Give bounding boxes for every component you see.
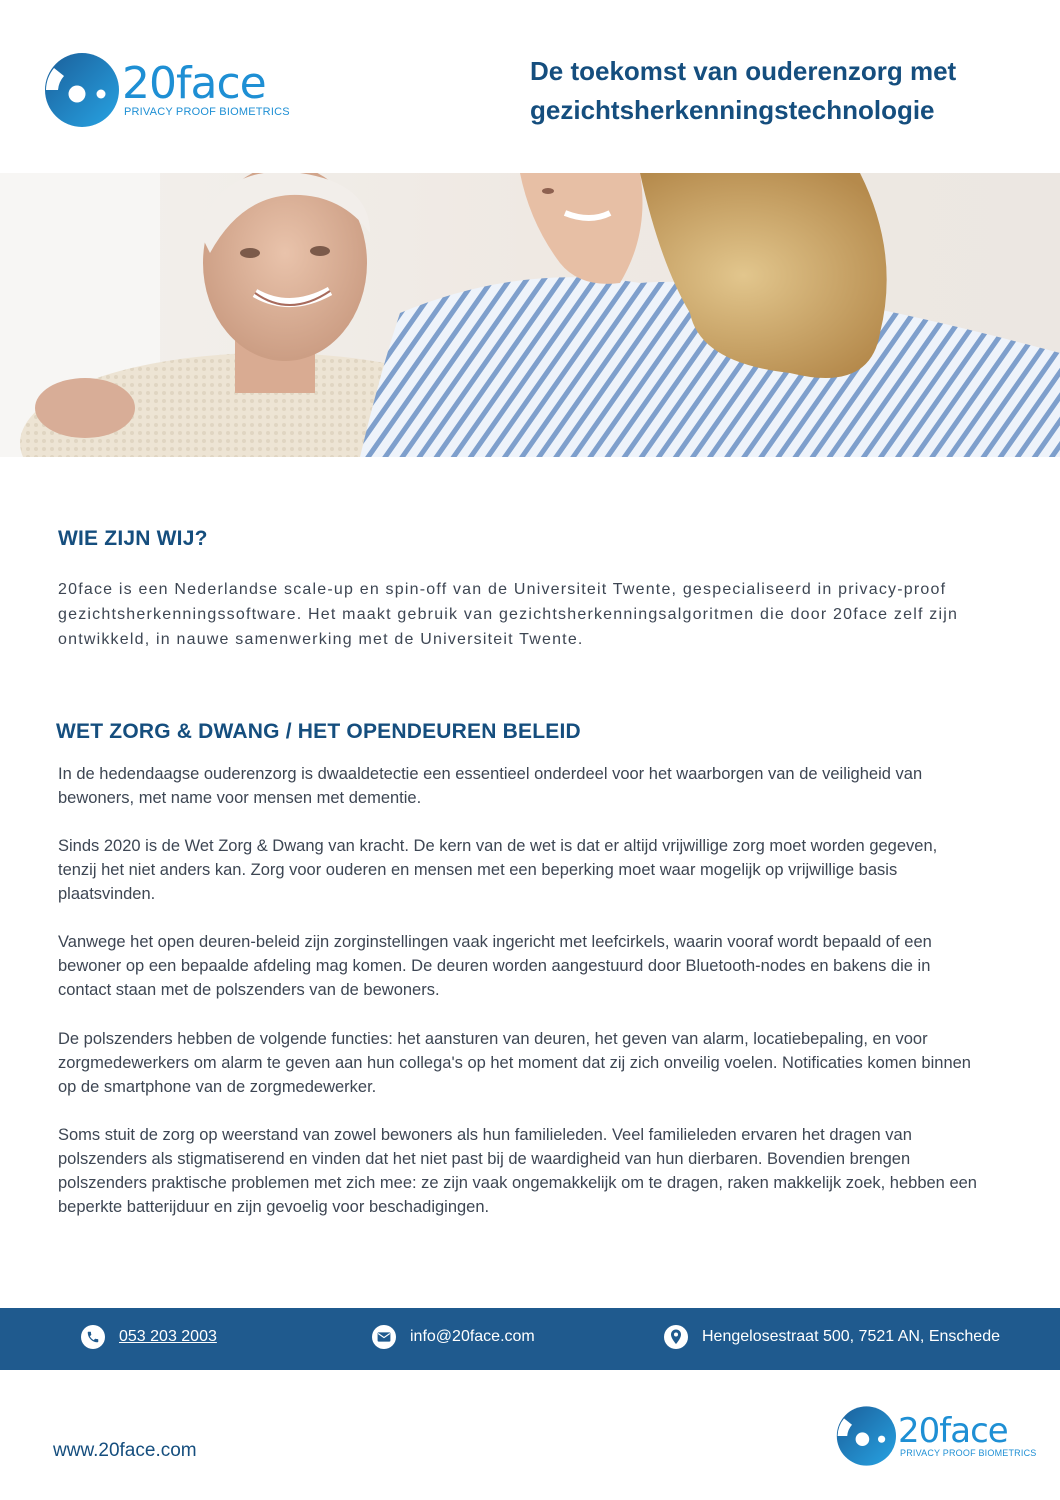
law-paragraph-5: Soms stuit de zorg op weerstand van zowel bewoners als hun familieleden. Veel familieleden ervaren het dragen van polszenders als stigmatiserend en vinden dat het niet past bij de waardigheid van hun dierbaren. Bovendien brengen polszenders praktische problemen met zich mee: ze zijn vaak ongemakkelijk om te dragen, raken makkelijk zoek, hebben een beperkte batterijduur en zijn gevoelig voor beschadigingen.: [58, 1126, 977, 1216]
contact-phone: [81, 1325, 217, 1349]
law-paragraph-1: In de hedendaagse ouderenzorg is dwaaldetectie een essentieel onderdeel voor het waarborgen van de veiligheid van bewoners, met name voor mensen met dementie.: [58, 765, 923, 807]
email-text[interactable]: info@20face.com: [410, 1328, 535, 1345]
logo-tagline: PRIVACY PROOF BIOMETRICS: [124, 106, 290, 118]
brand-logo: [44, 50, 290, 130]
law-paragraph-3: Vanwege het open deuren-beleid zijn zorginstellingen vaak ingericht met leefcirkels, waarin vooraf wordt bepaald of een bewoner op een bepaalde afdeling mag komen. De deuren worden aangestuurd door Bluetooth-nodes en bakens die in contact staan met de polszenders van de bewoners.: [58, 933, 932, 999]
logo-mark-icon: [836, 1404, 900, 1468]
phone-icon: [81, 1325, 105, 1349]
logo-mark-icon: [44, 50, 124, 130]
hero-photo: [0, 173, 1060, 457]
logo-wordmark: 20face: [122, 58, 266, 109]
section-heading-law: WET ZORG & DWANG / HET OPENDEUREN BELEID: [56, 720, 581, 743]
footer-website[interactable]: www.20face.com: [53, 1440, 197, 1461]
contact-bar: [0, 1308, 1060, 1370]
law-paragraph-2: Sinds 2020 is de Wet Zorg & Dwang van kracht. De kern van de wet is dat er altijd vrijwillige zorg moet worden gegeven, tenzij het niet anders kan. Zorg voor ouderen en mensen met een beperking moet waar mogelijk op vrijwillige basis plaatsvinden.: [58, 837, 938, 903]
about-paragraph: 20face is een Nederlandse scale-up en spin-off van de Universiteit Twente, gespecialiseerd in privacy-proof gezichtsherkenningssoftware. Het maakt gebruik van gezichtsherkenningsalgoritmen die door 20face zelf zijn ontwikkeld, in nauwe samenwerking met de Universiteit Twente.: [58, 581, 959, 648]
document-title: De toekomst van ouderenzorg met gezichtsherkenningstechnologie: [530, 56, 957, 125]
location-pin-icon: [664, 1325, 688, 1349]
footer-logo: [836, 1404, 1037, 1468]
logo-wordmark: 20face: [898, 1411, 1008, 1451]
contact-email: [372, 1325, 535, 1349]
address-text: Hengelosestraat 500, 7521 AN, Enschede: [702, 1328, 1000, 1345]
mail-icon: [372, 1325, 396, 1349]
phone-link[interactable]: 053 203 2003: [119, 1328, 217, 1345]
section-heading-about: WIE ZIJN WIJ?: [58, 527, 208, 550]
logo-tagline: PRIVACY PROOF BIOMETRICS: [900, 1448, 1037, 1458]
contact-address: [664, 1325, 1000, 1349]
law-paragraph-4: De polszenders hebben de volgende functies: het aansturen van deuren, het geven van alarm, locatiebepaling, en voor zorgmedewerkers om alarm te geven aan hun collega's op het moment dat zij zich onveilig voelen. Notificaties komen binnen op de smartphone van de zorgmedewerker.: [58, 1030, 971, 1096]
